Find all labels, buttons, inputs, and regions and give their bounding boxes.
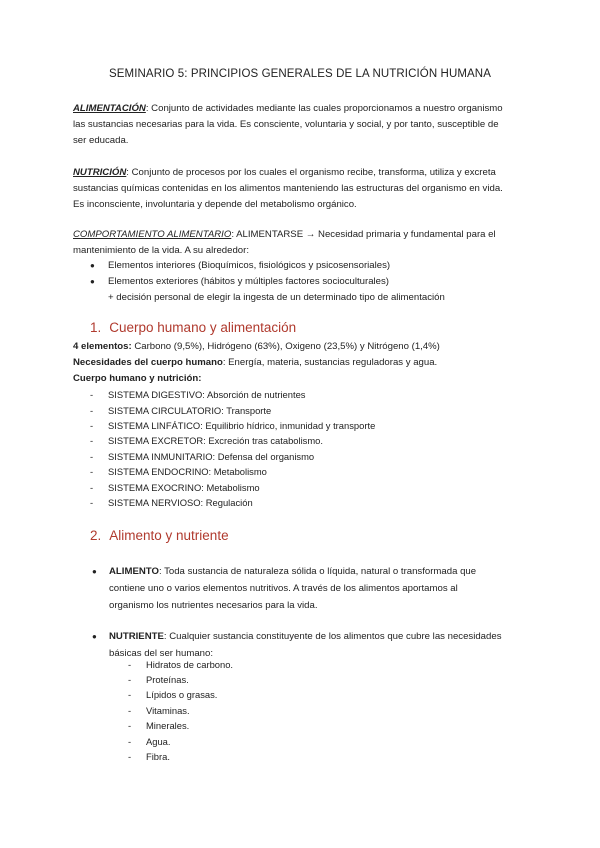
dash-icon: -: [90, 482, 94, 493]
bullet-icon: ●: [92, 632, 97, 641]
dash-icon: -: [128, 674, 132, 685]
dash-icon: -: [90, 435, 94, 446]
dash-icon: -: [128, 705, 132, 716]
dash-icon: -: [90, 451, 94, 462]
list-item: - SISTEMA INMUNITARIO: Defensa del organismo: [90, 451, 315, 462]
nutricion-term: NUTRICIÓN: [73, 167, 127, 178]
dash-icon: -: [128, 659, 132, 670]
bullet-icon: ●: [90, 277, 95, 286]
alimentacion-line-1: : Conjunto de actividades mediante las cuales proporcionamos a nuestro organismo: [145, 103, 503, 114]
nutricion-line-2: sustancias químicas contenidas en los alimentos manteniendo las estructuras del organismo en vida.: [73, 183, 503, 194]
list-item: - Fibra.: [128, 751, 170, 762]
section-2-heading: 2. Alimento y nutriente: [90, 528, 229, 543]
list-item: - Proteínas.: [128, 674, 189, 685]
list-item: - SISTEMA NERVIOSO: Regulación: [90, 497, 253, 508]
list-item: - Lípidos o grasas.: [128, 689, 218, 700]
list-item: - SISTEMA LINFÁTICO: Equilibrio hídrico, inmunidad y transporte: [90, 420, 376, 431]
list-item: ● Elementos interiores (Bioquímicos, fisiológicos y psicosensoriales): [90, 260, 391, 271]
dash-icon: -: [90, 466, 94, 477]
bullet-icon: ●: [92, 567, 97, 576]
nutriente-item: ● NUTRIENTE: Cualquier sustancia constituyente de los alimentos que cubre las necesidades básicas del ser humano:: [92, 628, 522, 662]
list-item: - SISTEMA EXOCRINO: Metabolismo: [90, 482, 260, 493]
section-1-heading: 1. Cuerpo humano y alimentación: [90, 320, 297, 335]
comportamiento-line-1: : ALIMENTARSE → Necesidad primaria y fundamental para el: [231, 229, 496, 240]
dash-icon: -: [128, 689, 132, 700]
list-item: - Hidratos de carbono.: [128, 659, 234, 670]
alimentacion-line-2: las sustancias necesarias para la vida. Es consciente, voluntaria y social, y por tanto, susceptible de: [73, 119, 499, 130]
alimentacion-paragraph: [73, 101, 533, 149]
list-item: - SISTEMA ENDOCRINO: Metabolismo: [90, 466, 267, 477]
bullet-icon: ●: [90, 261, 95, 270]
dash-icon: -: [90, 389, 94, 400]
dash-icon: -: [90, 420, 94, 431]
list-item: - SISTEMA CIRCULATORIO: Transporte: [90, 405, 272, 416]
alimentacion-line-3: ser educada.: [73, 135, 129, 146]
dash-icon: -: [90, 405, 94, 416]
comportamiento-term: COMPORTAMIENTO ALIMENTARIO: [73, 229, 232, 240]
comportamiento-paragraph: [73, 227, 533, 259]
list-item: - SISTEMA EXCRETOR: Excreción tras catabolismo.: [90, 435, 323, 446]
comportamiento-extra: + decisión personal de elegir la ingesta de un determinado tipo de alimentación: [108, 292, 445, 303]
elementos-line: 4 elementos: Carbono (9,5%), Hidrógeno (63%), Oxigeno (23,5%) y Nitrógeno (1,4%): [73, 341, 440, 352]
document-title: SEMINARIO 5: PRINCIPIOS GENERALES DE LA NUTRICIÓN HUMANA: [109, 68, 491, 80]
alimento-item: ● ALIMENTO: Toda sustancia de naturaleza sólida o líquida, natural o transformada que contiene uno o varios elementos nutritivos. A través de los alimentos aportamos al organismo los nutrientes necesarios para la vida.: [92, 563, 522, 614]
necesidades-line: Necesidades del cuerpo humano: Energía, materia, sustancias reguladoras y agua.: [73, 357, 438, 368]
alimentacion-term: ALIMENTACIÓN: [73, 103, 146, 114]
comportamiento-line-2: mantenimiento de la vida. A su alrededor:: [73, 245, 249, 256]
list-item: - Minerales.: [128, 720, 190, 731]
dash-icon: -: [128, 751, 132, 762]
nutricion-line-3: Es inconsciente, involuntaria y depende del metabolismo orgánico.: [73, 199, 357, 210]
list-item: ● Elementos exteriores (hábitos y múltiples factores socioculturales): [90, 276, 390, 287]
dash-icon: -: [128, 736, 132, 747]
list-item: - SISTEMA DIGESTIVO: Absorción de nutrientes: [90, 389, 306, 400]
dash-icon: -: [90, 497, 94, 508]
list-item: - Agua.: [128, 736, 171, 747]
list-item: - Vitaminas.: [128, 705, 190, 716]
dash-icon: -: [128, 720, 132, 731]
nutricion-line-1: : Conjunto de procesos por los cuales el organismo recibe, transforma, utiliza y excreta: [126, 167, 496, 178]
nutricion-paragraph: [73, 165, 533, 213]
cuerpo-nutricion-label: Cuerpo humano y nutrición:: [73, 373, 202, 384]
